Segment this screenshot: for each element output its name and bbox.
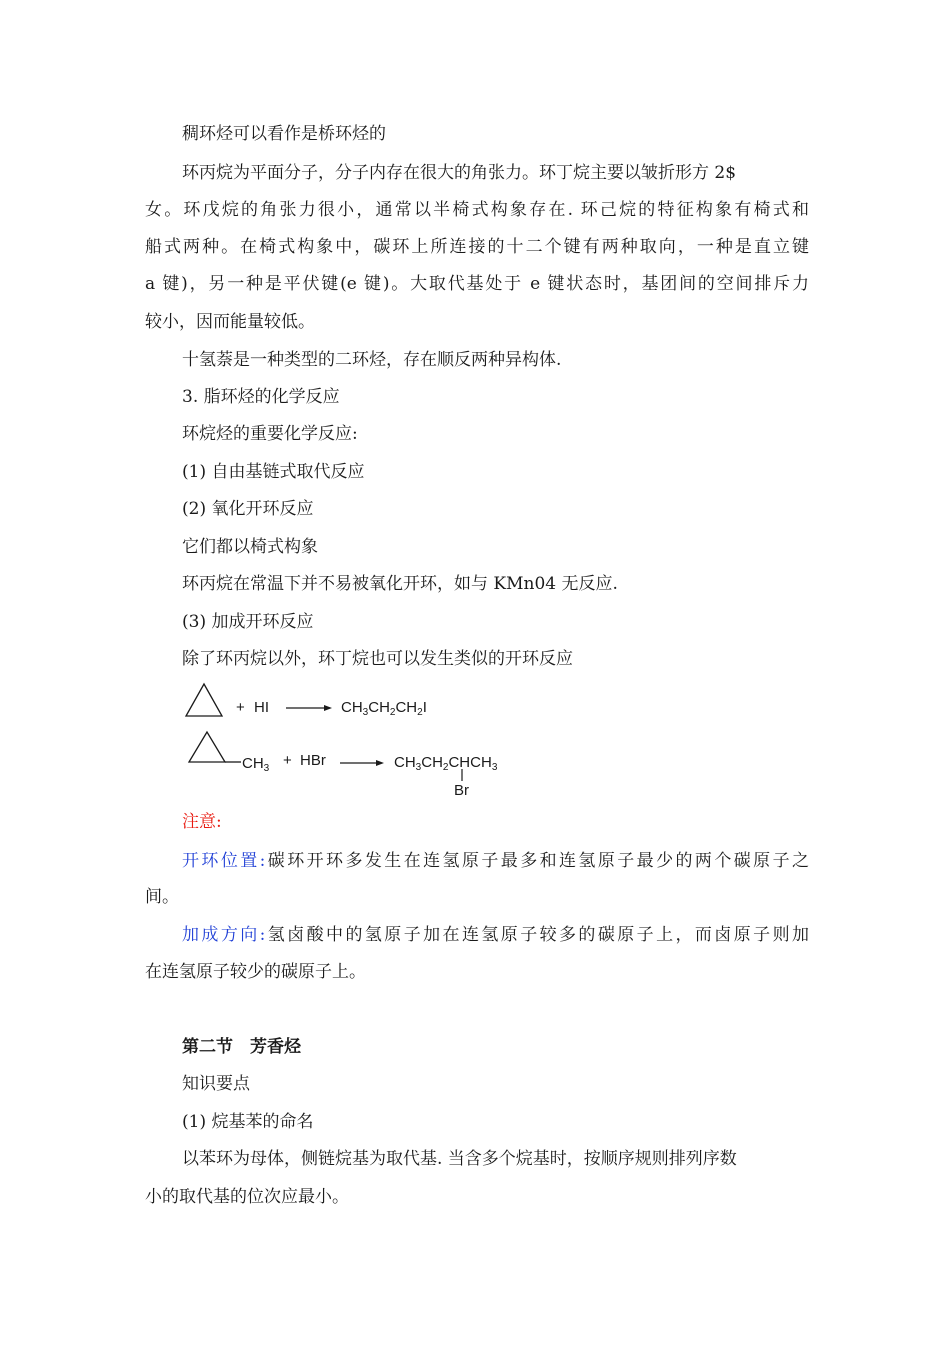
- reaction2-plus: +: [283, 752, 292, 769]
- paragraph-naming-line2: 小的取代基的位次应最小。: [145, 1187, 349, 1207]
- reaction2-product: $CH_3CH_2CHCH_3$: [394, 754, 498, 773]
- reaction2-branch: Br: [454, 782, 469, 799]
- note-addition-direction: 加成方向:氢卤酸中的氢原子加在连氢原子较多的碳原子上，而卤原子则加: [182, 925, 809, 945]
- subheading-alicyclic-reactions: 3. 脂环烃的化学反应: [182, 387, 340, 407]
- reaction1-plus: +: [236, 699, 245, 716]
- paragraph-fused-rings: 稠环烃可以看作是桥环烃的: [182, 124, 386, 144]
- list-item-addition: (3) 加成开环反应: [182, 612, 314, 632]
- note-title: 注意:: [182, 812, 222, 832]
- reaction2-substituent: $CH_3$: [242, 755, 270, 774]
- methylcyclopropane-icon: [189, 732, 241, 762]
- list-item-alkylbenzene: (1) 烷基苯的命名: [182, 1112, 314, 1132]
- paragraph-cyclopropane-line1: 环丙烷为平面分子，分子内存在很大的角张力。环丁烷主要以皱折形方 2$: [182, 163, 737, 183]
- note-addition-direction-cont: 在连氢原子较少的碳原子上。: [145, 962, 366, 982]
- arrow-right-icon: [340, 760, 384, 766]
- list-item-oxidation: (2) 氧化开环反应: [182, 499, 314, 519]
- paragraph-cyclobutane: 除了环丙烷以外，环丁烷也可以发生类似的开环反应: [182, 649, 573, 669]
- paragraph-naming-line1: 以苯环为母体，侧链烷基为取代基. 当含多个烷基时，按顺序规则排列序数: [182, 1149, 737, 1169]
- paragraph-cyclopropane-line2: 女。环戊烷的角张力很小，通常以半椅式构象存在. 环己烷的特征构象有椅式和: [145, 200, 809, 220]
- paragraph-kmno4: 环丙烷在常温下并不易被氧化开环，如与 KMn04 无反应.: [182, 574, 618, 594]
- cyclopropane-icon: [186, 684, 222, 716]
- note-ring-opening: 开环位置:碳环开环多发生在连氢原子最多和连氢原子最少的两个碳原子之: [182, 851, 809, 871]
- reaction1-reagent: HI: [254, 699, 269, 716]
- paragraph-decalin: 十氢萘是一种类型的二环烃，存在顺反两种异构体.: [182, 350, 562, 370]
- paragraph-important-reactions: 环烷烃的重要化学反应:: [182, 424, 358, 444]
- paragraph-cyclopropane-line5: 较小，因而能量较低。: [145, 312, 315, 332]
- reaction1-product: $CH_3CH_2CH_2I$: [341, 699, 427, 718]
- reaction2-reagent: HBr: [300, 752, 326, 769]
- paragraph-chair: 它们都以椅式构象: [182, 537, 318, 557]
- paragraph-cyclopropane-line3: 船式两种。在椅式构象中，碳环上所连接的十二个键有两种取向，一种是直立键: [145, 237, 809, 257]
- paragraph-key-points: 知识要点: [182, 1074, 250, 1094]
- note-label: 加成方向:: [182, 925, 266, 945]
- paragraph-cyclopropane-line4: a 键)，另一种是平伏键(e 键)。大取代基处于 e 键状态时，基团间的空间排斥力: [145, 274, 809, 294]
- note-ring-opening-cont: 间。: [145, 887, 179, 907]
- list-item-free-radical: (1) 自由基链式取代反应: [182, 462, 365, 482]
- section-title: 第二节 芳香烃: [182, 1037, 301, 1057]
- note-label: 开环位置:: [182, 851, 266, 871]
- arrow-right-icon: [286, 705, 332, 711]
